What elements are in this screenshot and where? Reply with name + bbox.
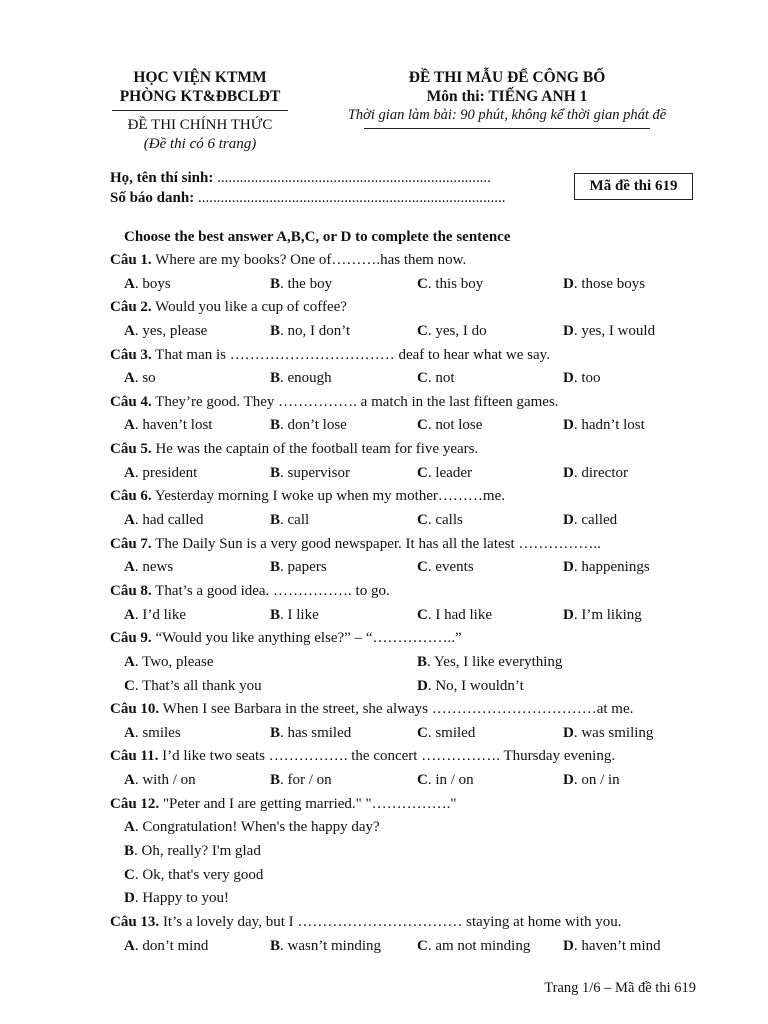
- exam-code-box: Mã đề thi 619: [574, 173, 693, 200]
- option-text: . I’d like: [134, 606, 187, 623]
- option-letter: C: [417, 772, 428, 789]
- answer-option-b: [110, 843, 261, 859]
- answer-option-c: [417, 936, 530, 956]
- question-stem: [110, 534, 710, 554]
- option-letter: C: [124, 866, 135, 883]
- question-stem: [110, 392, 710, 412]
- question-text: It’s a lovely day, but I …………………………… staying at home with you.: [159, 913, 622, 930]
- answer-option-a: [124, 368, 156, 388]
- candidate-id-blank: ..................................................................................: [194, 190, 506, 206]
- answer-option-a: [124, 723, 181, 743]
- answer-option-d: [417, 676, 524, 696]
- answer-row: [110, 936, 710, 956]
- option-letter: A: [124, 417, 135, 434]
- option-letter: D: [563, 937, 574, 954]
- option-letter: C: [417, 724, 428, 741]
- question-stem: [110, 297, 710, 317]
- question-text: That’s a good idea. ……………. to go.: [151, 582, 390, 599]
- option-letter: D: [563, 275, 574, 292]
- answer-option-b: [417, 652, 562, 672]
- option-text: . I’m liking: [573, 606, 642, 623]
- instruction: Choose the best answer A,B,C, or D to complete the sentence: [124, 229, 511, 245]
- option-letter: D: [563, 322, 574, 339]
- answer-option-d: [563, 770, 620, 790]
- option-letter: C: [417, 417, 428, 434]
- question-stem: [110, 628, 710, 648]
- option-text: . no, I don’t: [280, 322, 351, 339]
- option-letter: C: [417, 322, 428, 339]
- answer-option-a: [124, 321, 207, 341]
- answer-option-b: [270, 723, 351, 743]
- option-text: . That’s all thank you: [134, 677, 262, 694]
- option-letter: D: [124, 890, 135, 907]
- answer-option-c: [417, 274, 483, 294]
- title-divider: [364, 128, 650, 129]
- answer-option-a: [124, 415, 212, 435]
- question-stem: [110, 746, 710, 766]
- answer-option-b: [270, 557, 327, 577]
- option-text: . so: [134, 370, 156, 387]
- option-text: . don’t mind: [134, 937, 209, 954]
- answer-option-a: [110, 819, 380, 835]
- answer-option-d: [563, 605, 642, 625]
- option-text: . not: [427, 370, 455, 387]
- option-text: . don’t lose: [280, 417, 347, 434]
- candidate-name-blank: .........................................................................: [213, 170, 491, 186]
- question-number: Câu 3.: [110, 346, 152, 363]
- option-letter: A: [124, 724, 135, 741]
- option-text: . wasn’t minding: [280, 937, 381, 954]
- candidate-info: [110, 168, 505, 208]
- option-text: . call: [280, 512, 310, 529]
- option-letter: D: [563, 370, 574, 387]
- answer-option-a: [124, 274, 171, 294]
- question-stem: [110, 250, 710, 270]
- option-text: . happenings: [573, 559, 650, 576]
- answer-row: [110, 817, 710, 837]
- option-letter: D: [417, 677, 428, 694]
- answer-option-d: [110, 890, 229, 906]
- option-text: . director: [573, 464, 628, 481]
- question-number: Câu 7.: [110, 535, 152, 552]
- answer-option-c: [417, 557, 474, 577]
- question-text: Yesterday morning I woke up when my mother………me.: [151, 488, 505, 505]
- option-text: . has smiled: [280, 724, 352, 741]
- institution-name: HỌC VIỆN KTMM: [133, 69, 267, 86]
- question-stem: [110, 345, 710, 365]
- question-stem: [110, 439, 710, 459]
- answer-option-a: [124, 463, 197, 483]
- question-stem: [110, 794, 710, 814]
- option-text: . with / on: [134, 772, 196, 789]
- option-letter: B: [270, 937, 281, 954]
- answer-option-d: [563, 321, 655, 341]
- answer-row: [110, 723, 710, 743]
- answer-option-c: [110, 867, 263, 883]
- option-letter: A: [124, 464, 135, 481]
- question-text: Where are my books? One of……….has them now.: [151, 252, 467, 268]
- answer-option-d: [563, 368, 601, 388]
- answer-row: [110, 557, 710, 577]
- answer-row: [110, 463, 710, 483]
- option-text: . yes, please: [134, 322, 208, 339]
- option-text: . I had like: [427, 606, 492, 623]
- question-text: The Daily Sun is a very good newspaper. It has all the latest ……………..: [151, 535, 601, 552]
- question-number: Câu 2.: [110, 299, 152, 316]
- option-text: . leader: [427, 464, 472, 481]
- answer-row: [110, 652, 710, 672]
- candidate-id-line: [110, 188, 505, 208]
- option-letter: C: [417, 937, 428, 954]
- option-text: . events: [427, 559, 474, 576]
- option-letter: B: [270, 275, 281, 292]
- answer-option-a: [124, 510, 204, 530]
- questions-container: [110, 250, 710, 956]
- question-list: [110, 227, 710, 959]
- option-letter: B: [270, 772, 281, 789]
- answer-option-a: [124, 605, 186, 625]
- option-text: . supervisor: [280, 464, 351, 481]
- option-letter: A: [124, 512, 135, 529]
- option-letter: D: [563, 512, 574, 529]
- answer-option-c: [417, 415, 482, 435]
- answer-option-b: [270, 415, 347, 435]
- answer-option-d: [563, 510, 617, 530]
- answer-option-c: [417, 368, 455, 388]
- official-exam-label: ĐỀ THI CHÍNH THỨC: [127, 117, 273, 133]
- option-text: . in / on: [427, 772, 474, 789]
- answer-row: [110, 865, 710, 885]
- question-number: Câu 1.: [110, 252, 152, 268]
- option-text: . enough: [280, 370, 332, 387]
- option-text: . haven’t mind: [573, 937, 661, 954]
- option-letter: B: [124, 843, 135, 860]
- option-letter: B: [270, 512, 281, 529]
- answer-row: [110, 510, 710, 530]
- option-letter: A: [124, 559, 135, 576]
- question-number: Câu 6.: [110, 488, 152, 505]
- option-letter: B: [270, 724, 281, 741]
- question-stem: [110, 486, 710, 506]
- question-number: Câu 13.: [110, 913, 160, 930]
- answer-row: [110, 368, 710, 388]
- exam-title: ĐỀ THI MẪU ĐỂ CÔNG BỐ: [408, 69, 606, 86]
- answer-option-b: [270, 936, 381, 956]
- option-text: . calls: [427, 512, 463, 529]
- option-letter: C: [417, 275, 428, 292]
- option-text: . smiled: [427, 724, 476, 741]
- answer-row: [110, 321, 710, 341]
- option-letter: B: [270, 370, 281, 387]
- question-stem: [110, 581, 710, 601]
- option-letter: B: [270, 322, 281, 339]
- option-letter: B: [270, 606, 281, 623]
- question-text: That man is …………………………… deaf to hear what we say.: [151, 346, 550, 363]
- option-letter: A: [124, 275, 135, 292]
- answer-option-b: [270, 510, 309, 530]
- question-text: I’d like two seats ……………. the concert ……………. Thursday evening.: [158, 748, 616, 765]
- answer-option-b: [270, 463, 350, 483]
- answer-option-c: [417, 605, 492, 625]
- option-text: . Oh, really? I'm glad: [134, 843, 261, 860]
- question-text: "Peter and I are getting married." "…………….": [159, 795, 457, 812]
- exam-time-note: Thời gian làm bài: 90 phút, không kể thời gian phát đề: [347, 107, 667, 123]
- answer-option-d: [563, 463, 628, 483]
- option-text: . Yes, I like everything: [427, 653, 563, 670]
- option-text: . had called: [134, 512, 204, 529]
- school-header: [100, 68, 300, 154]
- option-text: . was smiling: [573, 724, 654, 741]
- option-text: . Ok, that's very good: [134, 866, 264, 883]
- answer-row: [110, 274, 710, 294]
- option-text: . I like: [280, 606, 319, 623]
- answer-option-c: [417, 770, 474, 790]
- option-letter: C: [124, 677, 135, 694]
- option-letter: A: [124, 606, 135, 623]
- question-text: They’re good. They ……………. a match in the last fifteen games.: [151, 393, 559, 410]
- answer-option-c: [417, 463, 472, 483]
- question-text: When I see Barbara in the street, she always ……………………………at me.: [159, 701, 634, 718]
- option-text: . called: [573, 512, 618, 529]
- answer-option-d: [563, 415, 645, 435]
- option-text: . for / on: [280, 772, 332, 789]
- option-text: . smiles: [134, 724, 181, 741]
- question-number: Câu 12.: [110, 795, 160, 812]
- answer-option-b: [270, 770, 332, 790]
- exam-subject: Môn thi: TIẾNG ANH 1: [426, 88, 588, 105]
- option-text: . on / in: [573, 772, 620, 789]
- option-letter: A: [124, 819, 135, 836]
- option-letter: C: [417, 464, 428, 481]
- option-text: . yes, I would: [573, 322, 656, 339]
- question-number: Câu 8.: [110, 582, 152, 599]
- question-text: He was the captain of the football team for five years.: [151, 441, 479, 458]
- option-text: . hadn’t lost: [573, 417, 645, 434]
- answer-row: [110, 841, 710, 861]
- option-letter: C: [417, 606, 428, 623]
- option-text: . Happy to you!: [134, 890, 229, 907]
- question-number: Câu 9.: [110, 630, 152, 647]
- answer-row: [110, 888, 710, 908]
- option-text: . not lose: [427, 417, 483, 434]
- answer-option-c: [124, 676, 262, 696]
- answer-row: [110, 415, 710, 435]
- option-letter: D: [563, 606, 574, 623]
- option-text: . this boy: [427, 275, 484, 292]
- option-letter: B: [417, 653, 428, 670]
- option-letter: A: [124, 370, 135, 387]
- option-letter: C: [417, 512, 428, 529]
- option-text: . haven’t lost: [134, 417, 213, 434]
- option-letter: B: [270, 417, 281, 434]
- page-count-note: (Đề thi có 6 trang): [143, 136, 257, 152]
- header-divider: [112, 110, 288, 111]
- page-footer: Trang 1/6 – Mã đề thi 619: [544, 980, 696, 996]
- answer-option-a: [124, 936, 208, 956]
- option-text: . too: [573, 370, 601, 387]
- answer-option-a: [124, 557, 173, 577]
- question-number: Câu 4.: [110, 393, 152, 410]
- answer-option-d: [563, 557, 650, 577]
- option-letter: C: [417, 370, 428, 387]
- option-letter: D: [563, 464, 574, 481]
- option-letter: D: [563, 772, 574, 789]
- question-number: Câu 11.: [110, 748, 159, 765]
- option-letter: C: [417, 559, 428, 576]
- option-letter: A: [124, 937, 135, 954]
- option-text: . the boy: [280, 275, 333, 292]
- question-text: Would you like a cup of coffee?: [151, 299, 347, 316]
- option-text: . Congratulation! When's the happy day?: [134, 819, 380, 836]
- candidate-name-line: [110, 168, 505, 188]
- option-letter: A: [124, 772, 135, 789]
- option-text: . news: [134, 559, 174, 576]
- answer-option-b: [270, 274, 332, 294]
- answer-option-d: [563, 936, 661, 956]
- question-stem: [110, 699, 710, 719]
- option-text: . yes, I do: [427, 322, 487, 339]
- answer-option-c: [417, 510, 463, 530]
- answer-option-d: [563, 274, 645, 294]
- department-name: PHÒNG KT&ĐBCLĐT: [119, 88, 281, 105]
- option-letter: D: [563, 724, 574, 741]
- option-letter: D: [563, 417, 574, 434]
- question-number: Câu 10.: [110, 701, 160, 718]
- candidate-name-label: Họ, tên thí sinh:: [110, 170, 214, 186]
- option-letter: A: [124, 653, 135, 670]
- option-letter: A: [124, 322, 135, 339]
- option-text: . am not minding: [427, 937, 531, 954]
- answer-row: [110, 676, 710, 696]
- answer-row: [110, 770, 710, 790]
- option-text: . papers: [280, 559, 327, 576]
- option-letter: B: [270, 464, 281, 481]
- option-text: . No, I wouldn’t: [427, 677, 524, 694]
- option-letter: B: [270, 559, 281, 576]
- answer-option-d: [563, 723, 653, 743]
- answer-option-b: [270, 605, 319, 625]
- answer-option-c: [417, 321, 487, 341]
- question-stem: [110, 912, 710, 932]
- question-number: Câu 5.: [110, 441, 152, 458]
- answer-option-c: [417, 723, 475, 743]
- option-text: . boys: [134, 275, 171, 292]
- option-text: . those boys: [573, 275, 646, 292]
- answer-option-b: [270, 368, 332, 388]
- option-text: . president: [134, 464, 198, 481]
- question-text: “Would you like anything else?” – “……………..”: [151, 630, 462, 647]
- candidate-id-label: Số báo danh:: [110, 190, 195, 206]
- exam-header: [318, 68, 696, 129]
- answer-option-a: [124, 652, 214, 672]
- option-text: . Two, please: [134, 653, 214, 670]
- answer-option-a: [124, 770, 196, 790]
- answer-option-b: [270, 321, 350, 341]
- option-letter: D: [563, 559, 574, 576]
- answer-row: [110, 605, 710, 625]
